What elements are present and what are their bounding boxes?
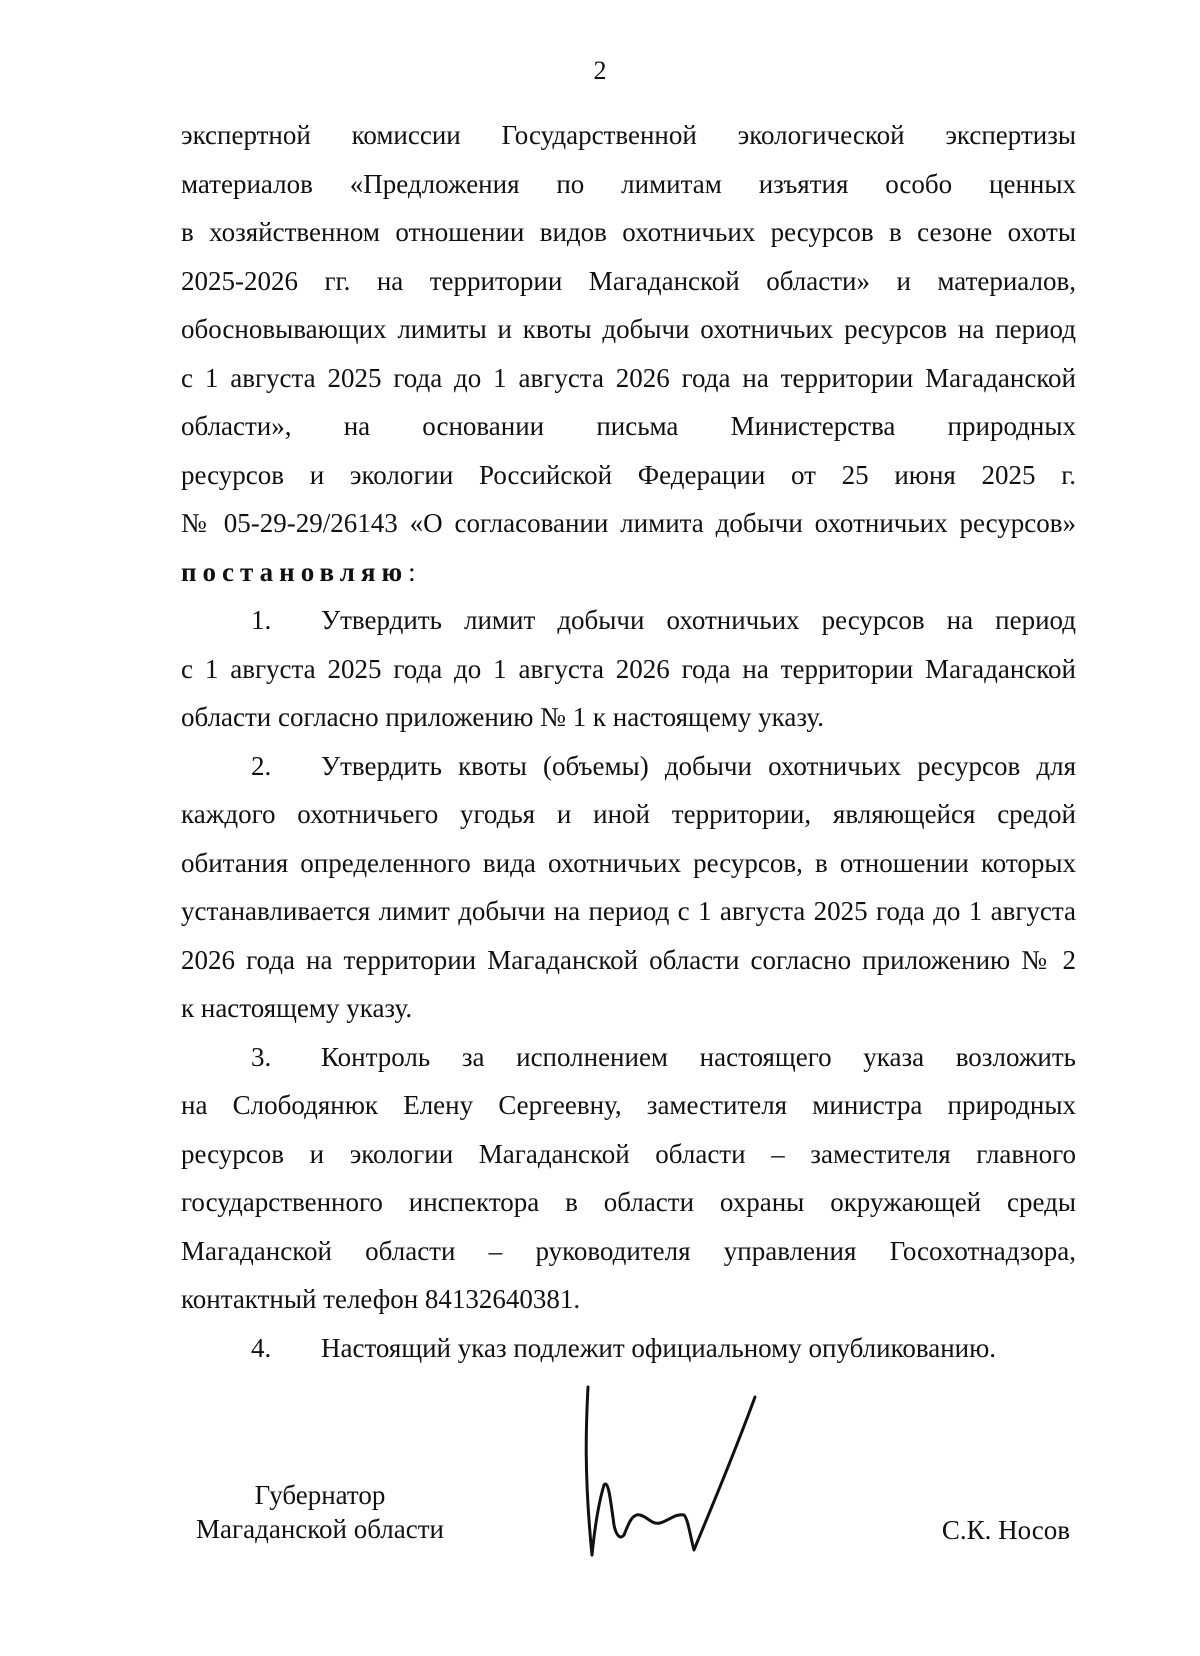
item-line: к настоящему указу. bbox=[181, 993, 413, 1023]
item-first-line bbox=[181, 1033, 1076, 1082]
item-line: области согласно приложению № 1 к настоящему указу. bbox=[181, 702, 824, 732]
item-line: 2026 года на территории Магаданской области согласно приложению № 2 bbox=[181, 944, 1076, 975]
intro-line: экспертной комиссии Государственной экологической экспертизы bbox=[181, 120, 1076, 150]
item-line: контактный телефон 84132640381. bbox=[181, 1284, 581, 1314]
item-line: с 1 августа 2025 года до 1 августа 2026 года на территории Магаданской bbox=[181, 653, 1076, 684]
document-body bbox=[181, 111, 1076, 1372]
handwritten-signature-icon bbox=[580, 1385, 810, 1560]
decree-line bbox=[181, 548, 1076, 597]
decree-suffix: : bbox=[408, 556, 416, 587]
item-number: 4. bbox=[251, 1332, 272, 1363]
intro-line: ресурсов и экологии Российской Федерации от 25 июня 2025 г. bbox=[181, 459, 1076, 490]
item-line: на Слободянюк Елену Сергеевну, заместителя министра природных bbox=[181, 1090, 1076, 1120]
intro-line: материалов «Предложения по лимитам изъятия особо ценных bbox=[181, 168, 1076, 199]
intro-line: 2025-2026 гг. на территории Магаданской области» и материалов, bbox=[181, 265, 1076, 296]
item-first-line bbox=[181, 596, 1076, 645]
item-first-line bbox=[181, 1324, 1076, 1373]
decree-word: постановляю bbox=[181, 556, 409, 587]
item-text: Контроль за исполнением настоящего указа возложить bbox=[321, 1041, 1076, 1072]
governor-title-line1: Губернатор bbox=[254, 1480, 386, 1510]
page-number: 2 bbox=[593, 56, 607, 85]
intro-line: с 1 августа 2025 года до 1 августа 2026 года на территории Магаданской bbox=[181, 362, 1076, 393]
intro-line: области», на основании письма Министерства природных bbox=[181, 411, 1076, 441]
item-text: Утвердить лимит добычи охотничьих ресурсов на период bbox=[321, 605, 1076, 635]
governor-name: С.К. Носов bbox=[941, 1515, 1070, 1545]
governor-title bbox=[180, 1478, 460, 1546]
item-line: каждого охотничьего угодья и иной территории, являющейся средой bbox=[181, 799, 1076, 829]
intro-line: обосновывающих лимиты и квоты добычи охотничьих ресурсов на период bbox=[181, 314, 1076, 344]
intro-line: в хозяйственном отношении видов охотничьих ресурсов в сезоне охоты bbox=[181, 217, 1076, 247]
governor-title-line2: Магаданской области bbox=[196, 1514, 444, 1544]
intro-line: № 05-29-29/26143 «О согласовании лимита добычи охотничьих ресурсов» bbox=[181, 508, 1076, 538]
item-number: 3. bbox=[251, 1041, 272, 1072]
item-number: 2. bbox=[251, 750, 272, 781]
item-line: ресурсов и экологии Магаданской области – заместителя главного bbox=[181, 1138, 1076, 1169]
item-line: Магаданской области – руководителя управления Госохотнадзора, bbox=[181, 1235, 1076, 1266]
item-line: обитания определенного вида охотничьих ресурсов, в отношении которых bbox=[181, 847, 1076, 878]
item-line: устанавливается лимит добычи на период с 1 августа 2025 года до 1 августа bbox=[181, 896, 1076, 926]
item-line: государственного инспектора в области охраны окружающей среды bbox=[181, 1187, 1076, 1217]
item-first-line bbox=[181, 742, 1076, 791]
item-text: Утвердить квоты (объемы) добычи охотничьих ресурсов для bbox=[321, 750, 1076, 781]
item-text: Настоящий указ подлежит официальному опубликованию. bbox=[321, 1332, 997, 1363]
item-number: 1. bbox=[251, 605, 272, 635]
